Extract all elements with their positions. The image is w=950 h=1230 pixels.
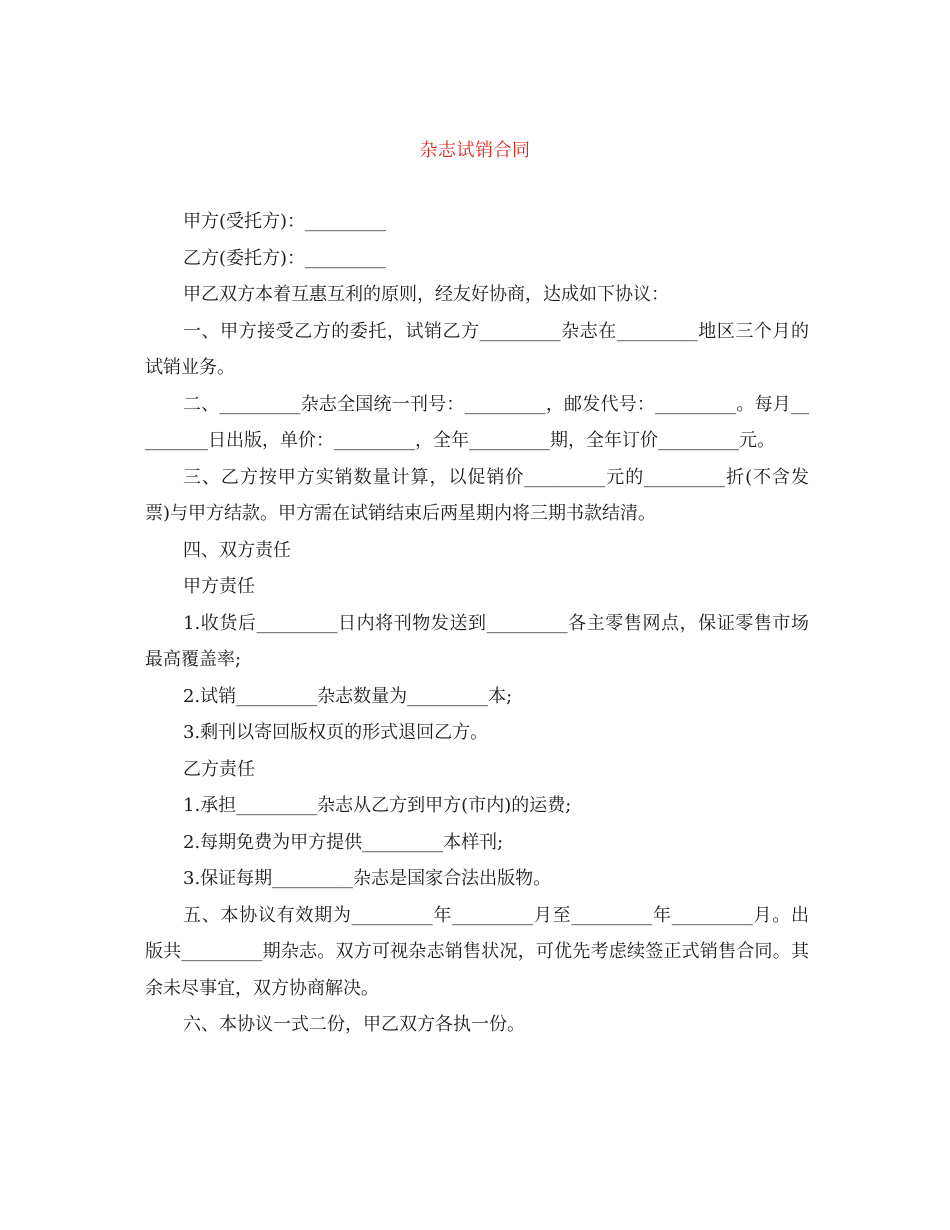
party-a-duty-1: 1.收货后_________日内将刊物发送到_________各主零售网点，保证零售市场最高覆盖率; xyxy=(145,612,809,670)
party-a-line: 甲方(受托方)：_________ xyxy=(183,211,387,232)
party-a-duty-2: 2.试销_________杂志数量为_________本; xyxy=(183,685,513,707)
party-a-duties-heading: 甲方责任 xyxy=(183,576,255,597)
party-b-duty-1: 1.承担_________杂志从乙方到甲方(市内)的运费; xyxy=(183,795,572,816)
party-b-duty-2: 2.每期免费为甲方提供_________本样刊; xyxy=(183,831,504,853)
clause-3: 三、乙方按甲方实销数量计算，以促销价_________元的_________折(不含发票)与甲方结款。甲方需在试销结束后两星期内将三期书款结清。 xyxy=(145,466,809,524)
document-title: 杂志试销合同 xyxy=(419,140,531,161)
clause-6: 六、本协议一式二份，甲乙双方各执一份。 xyxy=(183,1014,525,1035)
clause-1: 一、甲方接受乙方的委托，试销乙方_________杂志在_________地区三个月的试销业务。 xyxy=(145,320,809,378)
party-b-duty-3: 3.保证每期_________杂志是国家合法出版物。 xyxy=(183,868,552,889)
party-b-duties-heading: 乙方责任 xyxy=(183,758,255,780)
party-b-line: 乙方(委托方)：_________ xyxy=(183,247,387,269)
clause-2: 二、_________杂志全国统一刊号：_________，邮发代号：_________。每月_________日出版，单价：_________，全年_________期，全年订价_________元。 xyxy=(145,393,809,451)
party-a-duty-3: 3.剩刊以寄回版权页的形式退回乙方。 xyxy=(183,722,489,743)
preamble: 甲乙双方本着互惠互利的原则，经友好协商，达成如下协议： xyxy=(183,284,669,305)
clause-5: 五、本协议有效期为_________年_________月至_________年_________月。出版共_________期杂志。双方可视杂志销售状况，可优先考虑续签正式销售合同。其余未尽事宜，双方协商解决。 xyxy=(145,904,809,999)
clause-4-heading: 四、双方责任 xyxy=(183,539,291,561)
document-body xyxy=(145,204,809,1044)
